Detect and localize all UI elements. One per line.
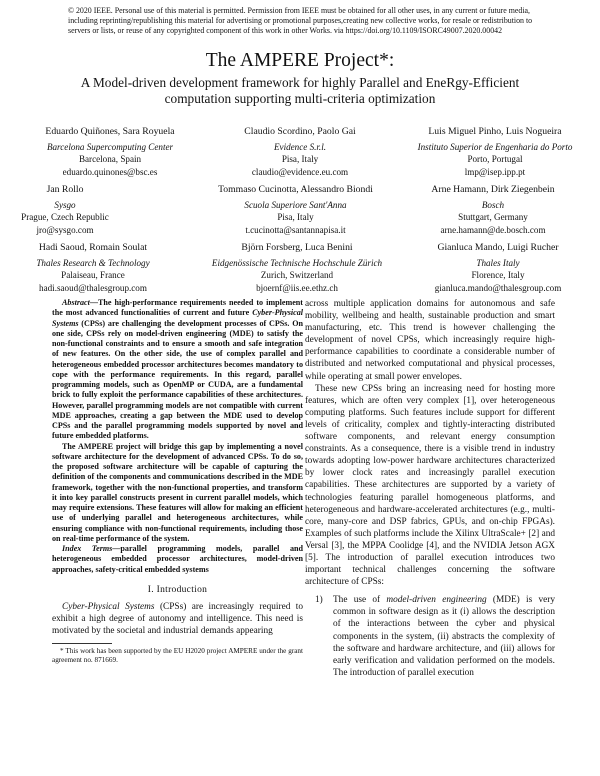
author-names: Claudio Scordino, Paolo Gai bbox=[244, 126, 356, 137]
author-institution: Instituto Superior de Engenharia do Porto bbox=[417, 141, 573, 152]
author-email: bjoernf@iis.ee.ethz.ch bbox=[256, 282, 338, 293]
abstract-text: (CPSs) are challenging the development processes of CPSs. On one side, CPSs rely on model-driven engineering (MDE) to satisfy the non-functional constraints and to ensure a smooth and safe integration of new features. On the other side, the use of complex parallel and heterogeneous embedded processor architectures becomes mandatory to cope with the performance requirements. In this regard, parallel programming models, such as OpenMP or CUDA, are a fundamental brick to fully exploit the performance capabilities of these architectures. However, parallel programming models are not compatible with current MDE approaches, creating a gap between the MDE used to develop CPSs and the parallel programming models supported by novel and future embedded platforms. bbox=[52, 318, 303, 441]
author-institution: Barcelona Supercomputing Center bbox=[46, 141, 174, 152]
author-names: Eduardo Quiñones, Sara Royuela bbox=[45, 126, 175, 137]
challenge-list bbox=[305, 594, 555, 679]
paper-subtitle: A Model-driven development framework for highly Parallel and EneRgy-Efficient computation supporting multi-criteria optimization bbox=[80, 75, 520, 106]
author-location: Palaiseau, France bbox=[61, 270, 125, 281]
author-institution: Bosch bbox=[481, 199, 505, 210]
author-email: lmp@isep.ipp.pt bbox=[464, 166, 526, 177]
author-institution: Sysgo bbox=[54, 199, 76, 210]
body-paragraph-2: These new CPSs bring an increasing need for hosting more features, which are often very complex [1], over heterogeneous computing platforms. Such features include support for different levels of criticality, complex and tightly-interacting distributed software components, and relevant energy consumption constraints. As a consequence, there is a visible trend in industry towards adopting low-power hardware architectures characterized by lower clock rates and increasingly parallel execution capabilities. These architectures are supported by a variety of technologies featuring parallel homogeneous platforms, and heterogeneous and hardware-accelerated architectures (e.g., multi-core, many-core and DSP fabrics, GPUs, and on-chip FPGAs). Examples of such platforms include the Xilinx UltraScale+ [2] and Versal [3], the MPPA Coolidge [4], and the NVIDIA Jetson AGX [5]. The introduction of parallel execution introduces two important technical challenges concerning the software architecture of CPSs: bbox=[305, 383, 555, 588]
abstract-text: —The high-performance requirements needed to implement the most advanced functionalities of current and future bbox=[52, 298, 303, 318]
author-location: Barcelona, Spain bbox=[78, 154, 142, 165]
author-email: arne.hamann@de.bosch.com bbox=[440, 224, 546, 235]
author-email: claudio@evidence.eu.com bbox=[251, 166, 349, 177]
author-location: Prague, Czech Republic bbox=[21, 212, 109, 223]
author-names: Arne Hamann, Dirk Ziegenbein bbox=[431, 184, 555, 195]
author-block bbox=[8, 242, 178, 294]
author-names: Hadi Saoud, Romain Soulat bbox=[38, 242, 148, 253]
index-terms-text: —parallel programming models, parallel and heterogeneous embedded processor architectures, model-driven approaches, safety-critical embedded systems bbox=[52, 544, 304, 574]
index-terms-lead: Index Terms bbox=[62, 544, 113, 553]
intro-cps-term: Cyber-Physical Systems bbox=[62, 601, 155, 612]
author-block bbox=[205, 126, 395, 178]
author-institution: Thales Research & Technology bbox=[36, 257, 150, 268]
author-block bbox=[403, 242, 593, 294]
footnote: * This work has been supported by the EU H2020 project AMPERE under the grant agreement no. 871669. bbox=[52, 647, 303, 665]
section-heading: I. Introduction bbox=[147, 584, 208, 595]
author-email: eduardo.quinones@bsc.es bbox=[62, 166, 158, 177]
right-column bbox=[305, 298, 555, 679]
abstract-paragraph-2: The AMPERE project will bridge this gap by implementing a novel software architecture for the development of advanced CPSs. To do so, the proposed software architecture will be capable of capturing the definition of the components and communications described in the MDE framework, together with the non-functional properties, and transform it into key parallel constructs present in current parallel models, which may require extensions. These features will allow for making an efficient use of underlying parallel and heterogeneous architectures, while ensuring compliance with non-functional requirements, including those on real-time performance of the system. bbox=[52, 441, 303, 543]
author-block bbox=[15, 126, 205, 178]
author-block bbox=[188, 184, 403, 236]
footnote-divider bbox=[52, 643, 112, 644]
author-institution: Eidgenössische Technische Hochschule Zürich bbox=[211, 257, 383, 268]
paper-title: The AMPERE Project*: bbox=[205, 50, 395, 71]
left-column bbox=[52, 298, 303, 665]
author-names: Jan Rollo bbox=[46, 184, 84, 195]
abstract-cps-term: Cyber-Physical Systems bbox=[52, 308, 303, 328]
author-location: Zurich, Switzerland bbox=[260, 270, 334, 281]
author-block bbox=[182, 242, 412, 294]
list-number: 1) bbox=[315, 595, 323, 606]
list-text: The use of bbox=[333, 595, 387, 606]
author-names: Tommaso Cucinotta, Alessandro Biondi bbox=[218, 184, 373, 195]
author-block bbox=[398, 184, 588, 236]
author-location: Stuttgart, Germany bbox=[458, 212, 528, 223]
author-names: Gianluca Mando, Luigi Rucher bbox=[437, 242, 559, 253]
list-mde-term: model-driven engineering bbox=[386, 595, 487, 606]
index-terms bbox=[52, 544, 303, 575]
abstract-lead: Abstract bbox=[62, 298, 90, 307]
author-location: Pisa, Italy bbox=[277, 212, 314, 223]
author-block bbox=[0, 184, 150, 236]
abstract bbox=[52, 298, 303, 442]
author-institution: Evidence S.r.l. bbox=[273, 141, 327, 152]
author-email: jro@sysgo.com bbox=[36, 224, 94, 235]
author-email: t.cucinotta@santannapisa.it bbox=[245, 224, 346, 235]
author-location: Florence, Italy bbox=[471, 270, 525, 281]
author-institution: Scuola Superiore Sant'Anna bbox=[244, 199, 347, 210]
author-names: Björn Forsberg, Luca Benini bbox=[241, 242, 353, 253]
author-email: gianluca.mando@thalesgroup.com bbox=[434, 282, 562, 293]
list-text: (MDE) is very common in software design as it (i) allows the description of the interactions between the cyber and physical components in the system, (ii) abstracts the complexity of the software and hardware architecture, and (iii) allows for early verification and validation performed on the models. The introduction of parallel execution bbox=[333, 595, 556, 678]
copyright-notice: © 2020 IEEE. Personal use of this material is permitted. Permission from IEEE must be obtained for all other uses, in any current or future media, including reprinting/republishing this material for advertising or promotional purposes,creating new collective works, for resale or redistribution to servers or lists, or reuse of any copyrighted component of this work in other Works. via https://doi.org/10.1109/ISORC49007.2020.00042 bbox=[68, 6, 533, 36]
author-email: hadi.saoud@thalesgroup.com bbox=[39, 282, 147, 293]
author-institution: Thales Italy bbox=[476, 257, 520, 268]
author-location: Pisa, Italy bbox=[281, 154, 319, 165]
author-block bbox=[400, 126, 590, 178]
body-paragraph-1: across multiple application domains for autonomous and safe mobility, wellbeing and health, sustainable production and smart manufacturing, etc. This trend is however challenging the development of novel CPSs, which increasingly require high-performance capabilities to coordinate a considerable number of distributed and networked computational and physical processes, while operating at small power envelopes. bbox=[305, 299, 555, 382]
author-location: Porto, Portugal bbox=[467, 154, 523, 165]
intro-paragraph bbox=[52, 601, 303, 637]
list-item bbox=[305, 594, 555, 679]
author-names: Luis Miguel Pinho, Luis Nogueira bbox=[428, 126, 562, 137]
intro-text: (CPSs) are increasingly required to exhibit a high degree of autonomy and intelligence. This need is motivated by the societal and industrial demands appearing bbox=[52, 601, 303, 636]
